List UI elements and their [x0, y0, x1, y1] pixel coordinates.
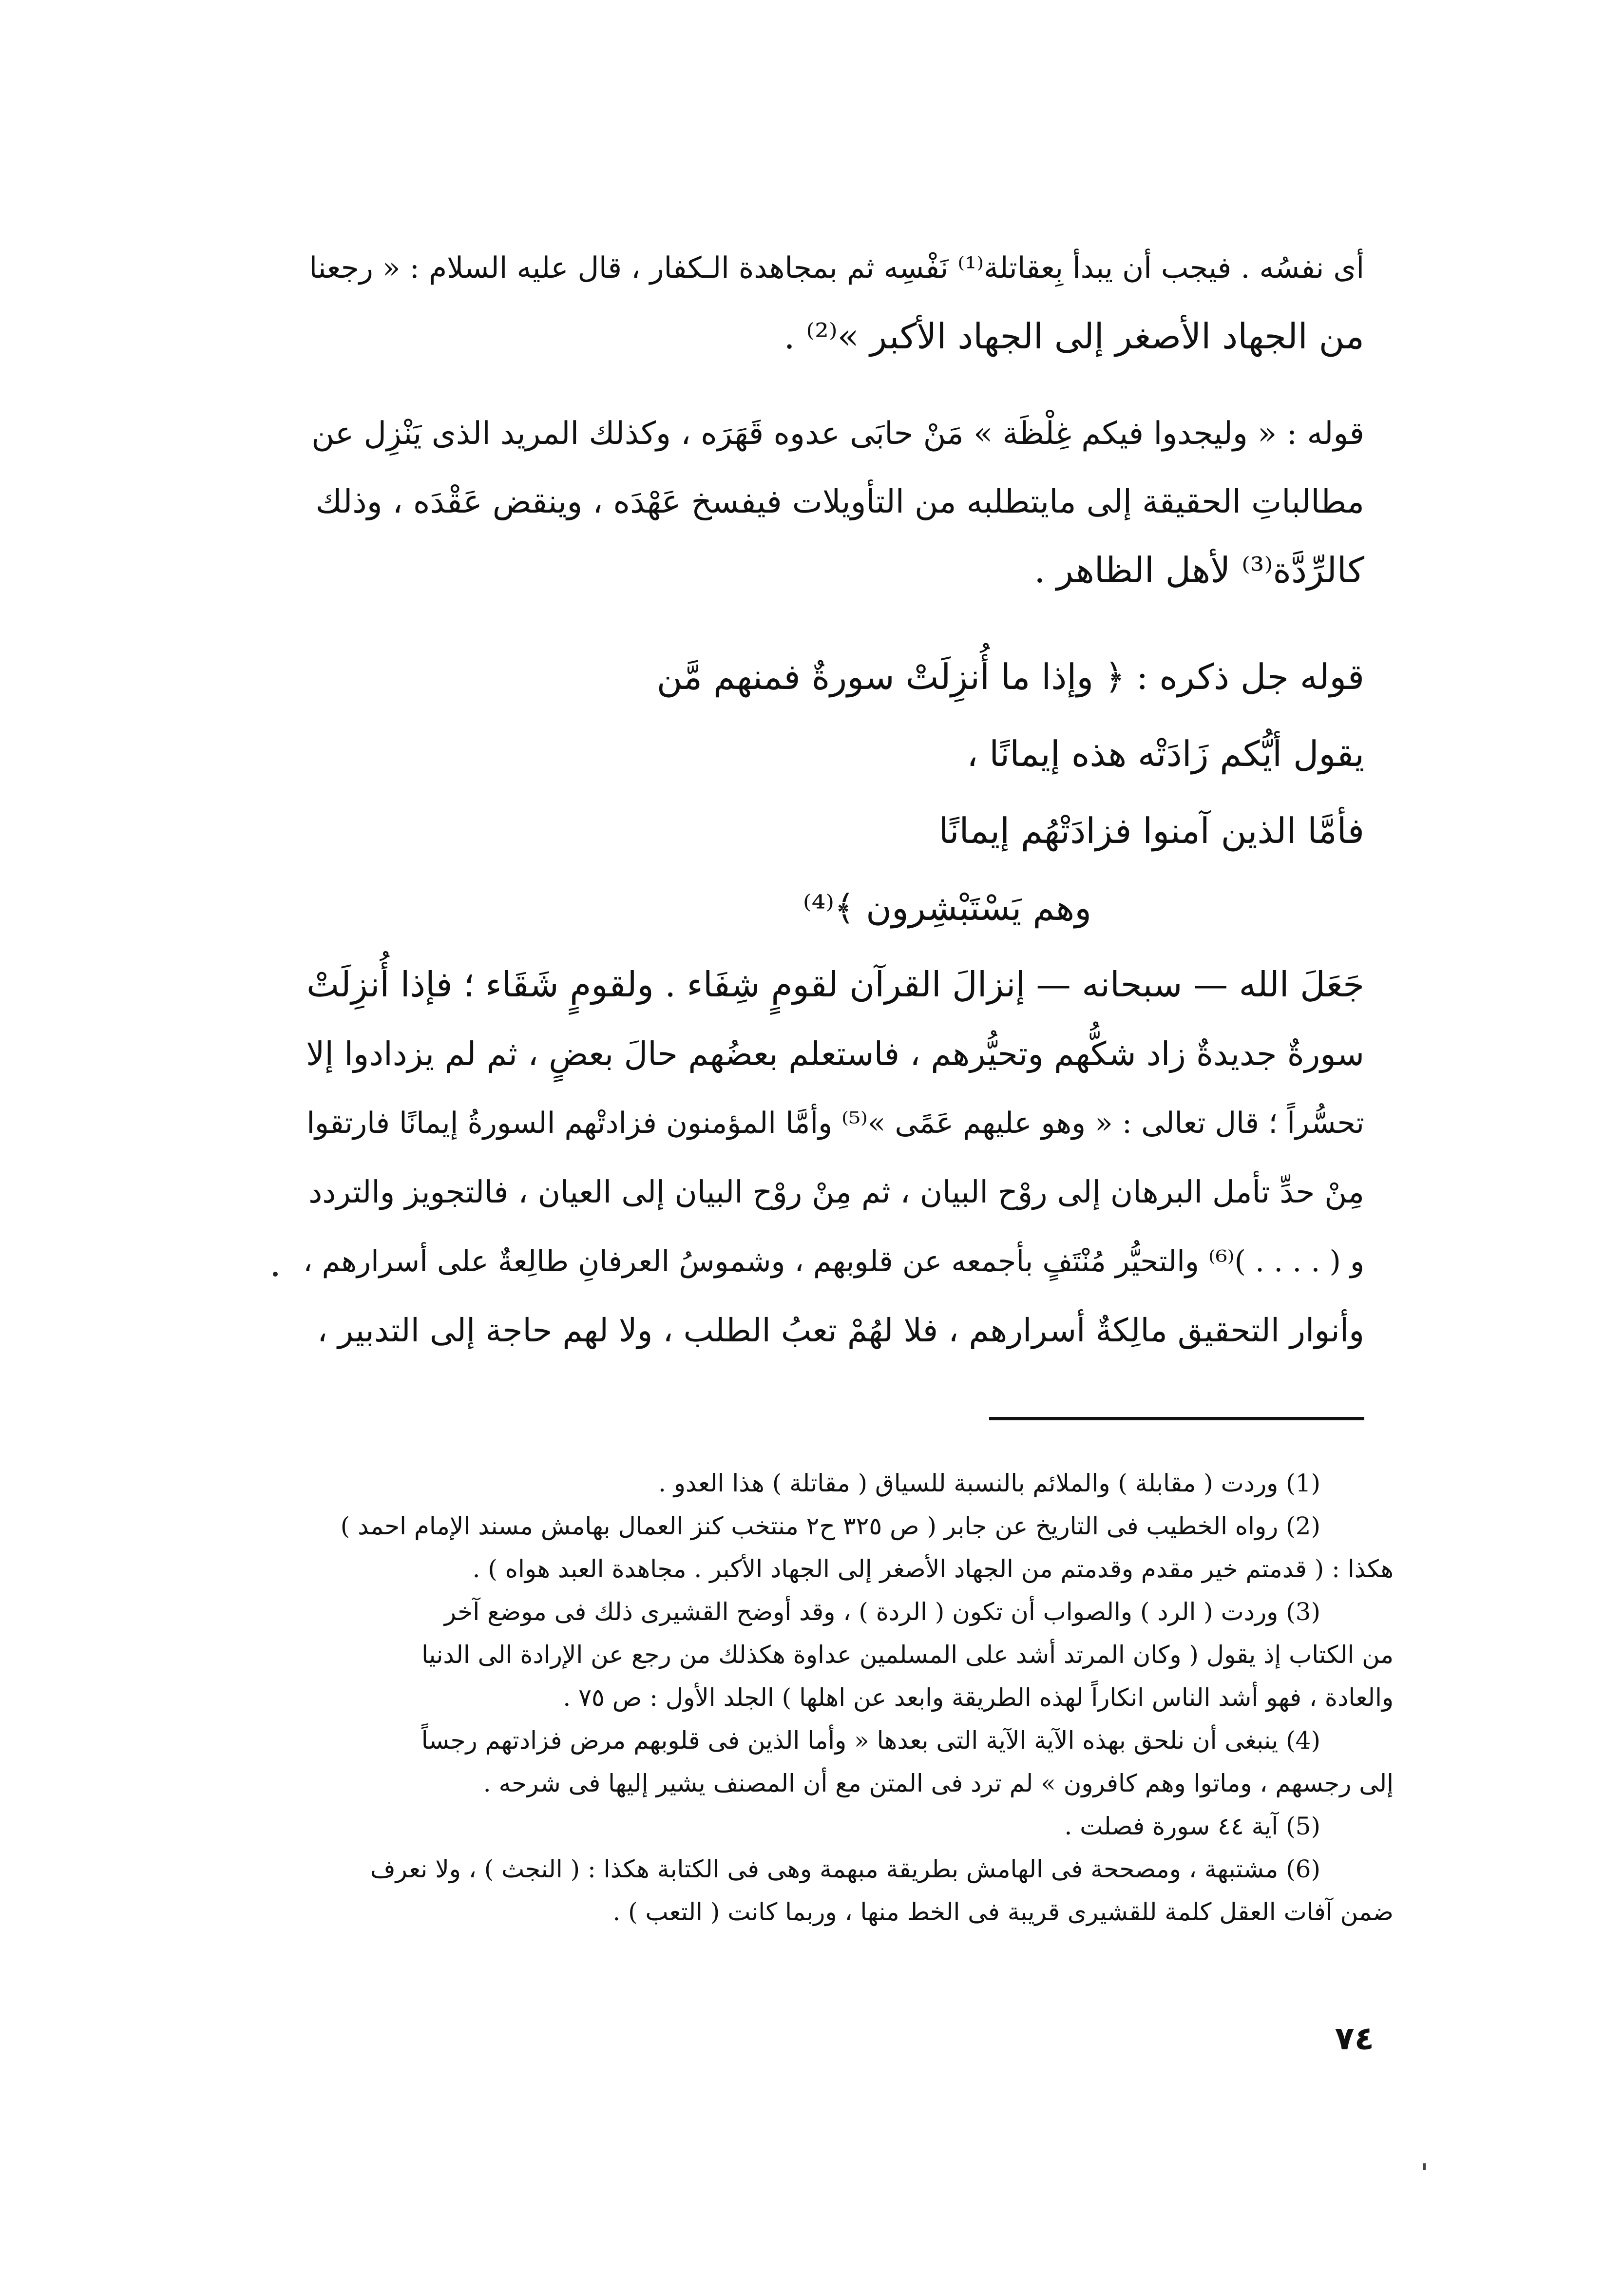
- verse-line: يقول أيُّكم زَادَتْه هذه إيمانًا ،: [967, 733, 1364, 774]
- footnote-line: (1) وردت ( مقابلة ) والملائم بالنسبة للسياق ( مقاتلة ) هذا العدو .: [658, 1469, 1320, 1497]
- ink-speck: [273, 1272, 278, 1277]
- ink-speck: [1423, 2163, 1426, 2170]
- footnote-line: (6) مشتبهة ، ومصححة فى الهامش بطريقة مبهمة وهى فى الكتابة هكذا : ( النجث ) ، ولا نعرف: [370, 1855, 1320, 1883]
- footnote-line: ضمن آفات العقل كلمة للقشيرى قريبة فى الخط منها ، وربما كانت ( التعب ) .: [612, 1898, 1394, 1926]
- text-line: من الجهاد الأصغر إلى الجهاد الأكبر »⁽²⁾ .: [783, 316, 1364, 357]
- verse-line: قوله جل ذكره : ﴿ وإذا ما أُنزِلَتْ سورةٌ فمنهم مَّن: [656, 656, 1364, 697]
- paragraph-1: [302, 234, 1364, 370]
- text-line: كالرِّدَّة⁽³⁾ لأهل الظاهر .: [1034, 550, 1364, 591]
- text-line: قوله : « وليجدوا فيكم غِلْظَة » مَنْ حابَى عدوه قَهَرَه ، وكذلك المريد الذى يَنْزِل عن: [311, 416, 1364, 452]
- text-line: مِنْ حدِّ تأمل البرهان إلى روْح البيان ، ثم مِنْ روْح البيان إلى العيان ، فالتجويز والتردد: [308, 1174, 1364, 1210]
- verse-line: وهم يَسْتَبْشِرون ﴾⁽⁴⁾: [802, 887, 1091, 928]
- footnote-line: (2) رواه الخطيب فى التاريخ عن جابر ( ص ٣٢٥ ح٢ منتخب كنز العمال بهامش مسند الإمام احمد ): [340, 1512, 1320, 1540]
- text-line: مطالباتِ الحقيقة إلى مايتطلبه من التأويلات فيفسخ عَهْدَه ، وينقض عَقْدَه ، وذلك: [315, 483, 1364, 520]
- text-line: سورةٌ جديدةٌ زاد شكُّهم وتحيُّرهم ، فاستعلم بعضُهم حالَ بعضٍ ، ثم لم يزدادوا إلا: [306, 1035, 1364, 1073]
- text-line: تحسُّراً ؛ قال تعالى : « وهو عليهم عَمًى »⁽⁵⁾ وأمَّا المؤمنون فزادتْهم السورةُ إيمانًا فارتقوا: [306, 1106, 1364, 1140]
- page-number: ٧٤: [1335, 2020, 1374, 2057]
- footnote-line: (5) آية ٤٤ سورة فصلت .: [1064, 1812, 1320, 1840]
- text-line: جَعَلَ الله — سبحانه — إنزالَ القرآن لقومٍ شِفَاء . ولقومٍ شَقَاء ؛ فإذا أُنزِلَتْ: [306, 964, 1364, 1005]
- paragraph-2: [302, 400, 1364, 604]
- footnote-divider: [989, 1417, 1364, 1420]
- text-line: وأنوار التحقيق مالِكةٌ أسرارهم ، فلا لهُمْ تعبُ الطلب ، ولا لهم حاجة إلى التدبير ،: [317, 1312, 1364, 1349]
- footnote-line: إلى رجسهم ، وماتوا وهم كافرون » لم ترد فى المتن مع أن المصنف يشير إليها فى شرحه .: [483, 1769, 1394, 1797]
- text-line: و ( . . . . )⁽⁶⁾ والتحيُّر مُنْتَفٍ بأجمعه عن قلوبهم ، وشموسُ العرفانِ طالِعةٌ على أسرارهم ،: [303, 1244, 1364, 1279]
- footnote-line: (3) وردت ( الرد ) والصواب أن تكون ( الردة ) ، وقد أوضح القشيرى ذلك فى موضع آخر: [444, 1598, 1320, 1626]
- footnote-line: (4) ينبغى أن نلحق بهذه الآية الآية التى بعدها « وأما الذين فى قلوبهم مرض فزادتهم رجساً: [421, 1726, 1320, 1755]
- text-line: أى نفسُه . فيجب أن يبدأ بِعقاتلة⁽¹⁾ نَفْسِه ثم بمجاهدة الـكفار ، قال عليه السلام : « رجعنا: [309, 251, 1364, 285]
- footnote-line: من الكتاب إذ يقول ( وكان المرتد أشد على المسلمين عداوة هكذلك من رجع عن الإرادة الى الدنيا: [421, 1641, 1394, 1669]
- verse-line: فأمَّا الذين آمنوا فزادَتْهُم إيمانًا: [938, 810, 1364, 851]
- footnote-line: والعادة ، فهو أشد الناس انكاراً لهذه الطريقة وابعد عن اهلها ) الجلد الأول : ص ٧٥ .: [563, 1683, 1394, 1712]
- footnote-line: هكذا : ( قدمتم خير مقدم وقدمتم من الجهاد الأصغر إلى الجهاد الأكبر . مجاهدة العبد هواه ) .: [472, 1555, 1394, 1583]
- paragraph-3: [302, 950, 1364, 1365]
- footnotes: [322, 1462, 1394, 1933]
- quran-verse: [536, 638, 1364, 946]
